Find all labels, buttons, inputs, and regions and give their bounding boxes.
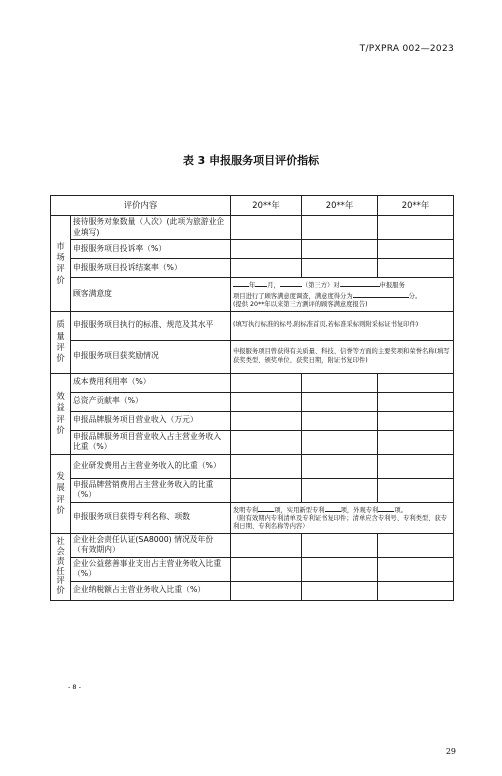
table-row [51,311,454,340]
standard-code: T/PXPRA 002—2023 [359,44,454,54]
value-cell [378,454,454,478]
value-cell [302,533,378,557]
indicator-label: 企业社会责任认证(SA8000) 情况及年份（有效期内） [71,533,231,557]
value-cell [231,216,302,240]
value-cell [231,411,302,430]
satisfaction-note: 年 月， （第三方）对 申报服务 项目进行了顾客满意度调查，满意度得分为 分。 (提供 20**年以来第三方测评的顾客满意度报告) [231,278,454,312]
value-cell [231,581,302,600]
value-cell [378,411,454,430]
value-cell [231,533,302,557]
value-cell [302,430,378,454]
value-cell [302,557,378,581]
indicator-label: 顾客满意度 [71,278,231,312]
table-row [51,392,454,411]
category-benefit: 效 益 评 价 [51,373,71,454]
value-cell [378,240,454,259]
table-row [51,411,454,430]
value-cell [302,216,378,240]
inner-page-mark: - 8 - [68,683,81,691]
value-cell [302,259,378,278]
indicator-label: 接待服务对象数量（人次）(此项为旅游业企业填写) [71,216,231,240]
value-cell [378,430,454,454]
value-cell [302,411,378,430]
value-cell [378,373,454,392]
indicator-label: 申报服务项目获得专利名称、项数 [71,502,231,533]
category-development: 发 展 评 价 [51,454,71,533]
indicator-label: 申报服务项目投诉率（%） [71,240,231,259]
indicator-label: 申报服务项目投诉结案率（%） [71,259,231,278]
table-row [51,581,454,600]
value-cell [378,533,454,557]
value-cell [378,216,454,240]
table-row [51,478,454,502]
value-cell [378,478,454,502]
indicator-label: 企业公益慈善事业支出占主营业务收入比重（%） [71,557,231,581]
col-header: 20**年 [302,196,378,216]
indicator-label: 总资产贡献率（%） [71,392,231,411]
indicator-label: 申报品牌服务项目营业收入占主营业务收入比重（%） [71,430,231,454]
category-market: 市 场 评 价 [51,216,71,312]
table-row [51,340,454,373]
table-caption: 表 3 申报服务项目评价指标 [182,154,320,167]
col-header: 评价内容 [51,196,231,216]
value-cell [378,581,454,600]
patent-note: 发明专利 项，实用新型专利 项，外观专利 项。 （附有效期内专利清单及专利证书复印件；清单应含专利号、专利类型、获专利日期、专利名称等内容） [231,502,454,533]
value-cell [302,392,378,411]
table-row [51,240,454,259]
value-cell [302,240,378,259]
indicator-label: 申报品牌服务项目营业收入（万元） [71,411,231,430]
indicator-label: 企业纳税额占主营业务收入比重（%） [71,581,231,600]
value-cell [231,240,302,259]
indicator-label: 申报服务项目获奖励情况 [71,340,231,373]
table-row [51,557,454,581]
value-cell [231,557,302,581]
table-row [51,502,454,533]
table-row [51,216,454,240]
value-cell [231,430,302,454]
indicator-label: 申报服务项目执行的标准、规范及其水平 [71,311,231,340]
value-cell [302,454,378,478]
value-cell [378,392,454,411]
value-cell [231,478,302,502]
value-cell [231,259,302,278]
col-header: 20**年 [378,196,454,216]
table-row [51,373,454,392]
value-cell [231,373,302,392]
value-cell [378,557,454,581]
awards-note: 申报服务项目曾获得有关质量、科技、信誉等方面的主要奖项和荣誉名称(填写获奖类型、颁奖单位、获奖日期，附证书复印件) [231,340,454,373]
value-cell [302,478,378,502]
table-row [51,259,454,278]
indicator-label: 成本费用利用率（%） [71,373,231,392]
table-row [51,278,454,312]
indicator-label: 企业研发费用占主营业务收入的比重（%） [71,454,231,478]
category-social-responsibility: 社 会 责 任 评 价 [51,533,71,600]
table-header-row [51,196,454,216]
page-number: 29 [445,747,456,756]
table-row [51,430,454,454]
category-quality: 质 量 评 价 [51,311,71,373]
value-cell [302,373,378,392]
value-cell [231,392,302,411]
table-row [51,454,454,478]
value-cell [231,454,302,478]
value-cell [378,259,454,278]
indicator-label: 申报品牌营销费用占主营业务收入的比重（%） [71,478,231,502]
col-header: 20**年 [231,196,302,216]
table-row [51,533,454,557]
standards-note: (填写执行标准的标号,附标准首页,若标准采标则附采标证书复印件) [231,311,454,340]
value-cell [302,581,378,600]
evaluation-table [50,195,454,601]
